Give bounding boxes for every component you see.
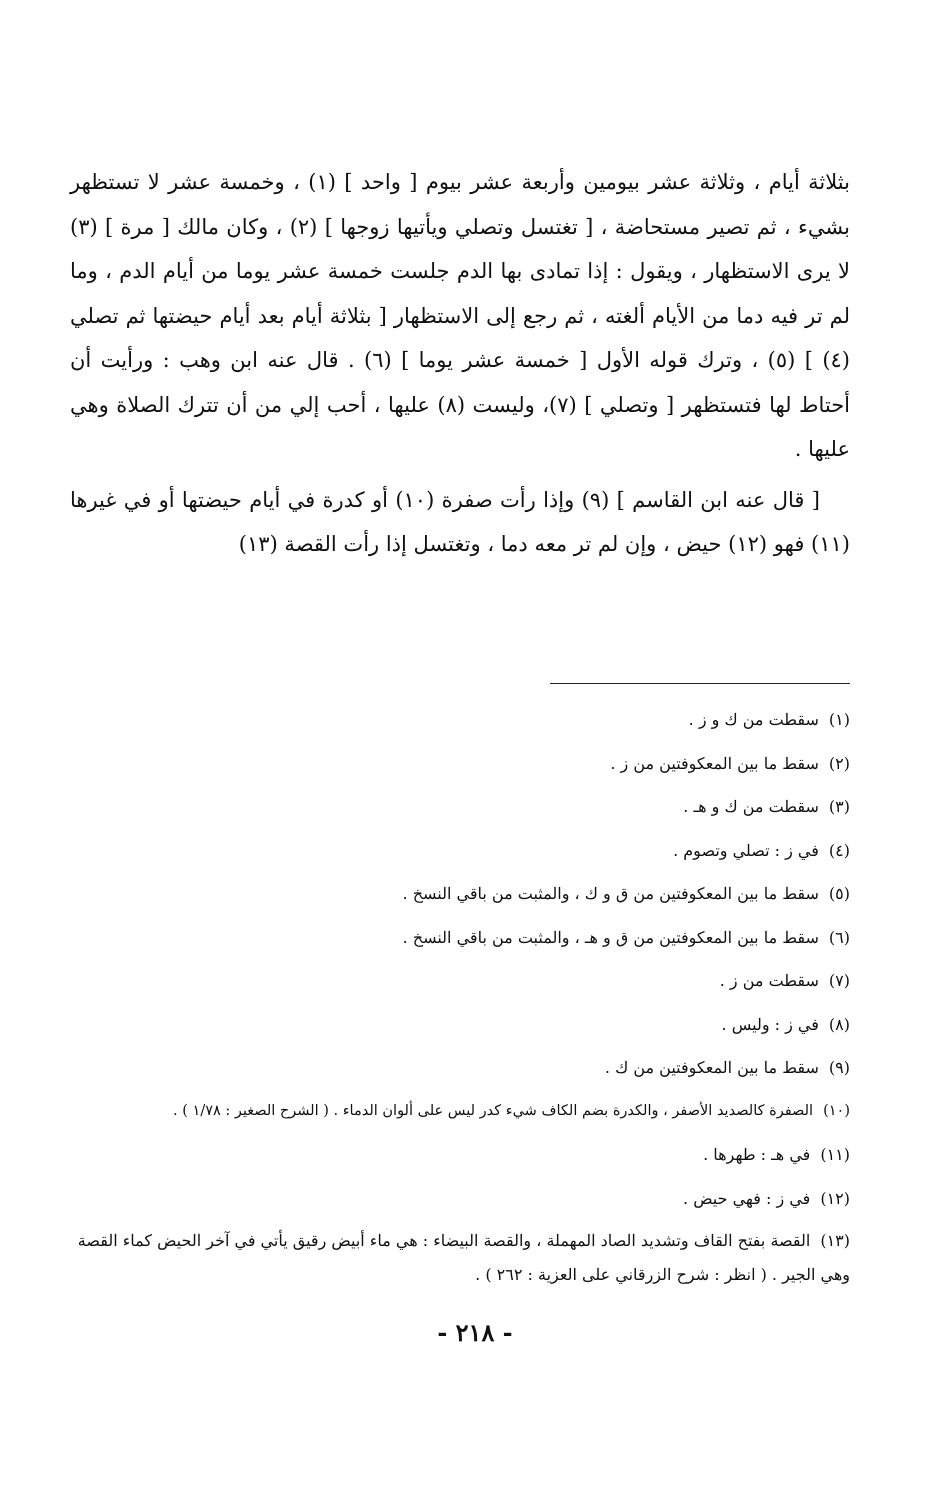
footnote-number: (١٢)	[820, 1188, 850, 1208]
footnote-number: (٧)	[828, 971, 850, 990]
page-number: - ٢١٨ -	[437, 1318, 513, 1347]
footnote-number: (٤)	[828, 840, 850, 860]
footnote-number: (١١)	[820, 1145, 850, 1164]
paragraph-2: [ قال عنه ابن القاسم ] (٩) وإذا رأت صفرة (١٠) أو كدرة في أيام حيضتها أو في غيرها (١١) فهو (١٢) حيض ، وإن لم تر معه دما ، وتغتسل إذا رأت القصة (١٣)	[70, 487, 850, 556]
footnote-11	[70, 1133, 850, 1177]
footnote-text: سقطت من ك و ز .	[688, 710, 819, 729]
footnote-number: (٨)	[828, 1014, 850, 1034]
footnote-text: سقط ما بين المعكوفتين من ز .	[610, 753, 819, 773]
footnote-number: (١٠)	[823, 1102, 850, 1119]
footnote-1	[70, 698, 850, 742]
footnote-4	[70, 829, 850, 873]
footnote-8	[70, 1003, 850, 1047]
footnote-text: سقط ما بين المعكوفتين من ق و هـ ، والمثبت من باقي النسخ .	[402, 927, 819, 947]
footnote-6	[70, 916, 850, 960]
footnote-text: سقط ما بين المعكوفتين من ق و ك ، والمثبت من باقي النسخ .	[402, 884, 819, 903]
footnote-number: (١٣)	[820, 1231, 850, 1250]
footnote-10	[70, 1090, 850, 1134]
footnote-7	[70, 959, 850, 1003]
footnote-text: الصفرة كالصديد الأصفر ، والكدرة بضم الكاف شيء كدر ليس على ألوان الدماء . ( الشرح الصغير : ١/٧٨ ) .	[173, 1102, 814, 1119]
footnote-3	[70, 785, 850, 829]
footnote-text: في ز : تصلي وتصوم .	[673, 840, 819, 860]
footnote-text: في ز : فهي حيض .	[683, 1188, 811, 1208]
footnote-5	[70, 872, 850, 916]
paragraph-1: بثلاثة أيام ، وثلاثة عشر بيومين وأربعة عشر بيوم [ واحد ] (١) ، وخمسة عشر لا تستظهر بشيء ، ثم تصير مستحاضة ، [ تغتسل وتصلي ويأتيها زوجها ] (٢) ، وكان مالك [ مرة ] (٣) لا يرى الاستظهار ، ويقول : إذا تمادى بها الدم جلست خمسة عشر يوما من أيام الدم ، وما لم تر فيه دما من الأيام ألغته ، ثم رجع إلى الاستظهار [ بثلاثة أيام بعد أيام حيضتها ثم تصلي (٤) ] (٥) ، وترك قوله الأول [ خمسة عشر يوما ] (٦) . قال عنه ابن وهب : ورأيت أن أحتاط لها فتستظهر [ وتصلي ] (٧)، وليست (٨) عليها ، أحب إلي من أن تترك الصلاة وهي عليها .	[70, 170, 851, 461]
footnote-number: (١)	[828, 710, 850, 729]
footnote-text: القصة بفتح القاف وتشديد الصاد المهملة ، والقصة البيضاء : هي ماء أبيض رقيق يأتي في آخر الحيض كماء القصة وهي الجير . ( انظر : شرح الزرقاني على العزية : ٢٦٢ ) .	[77, 1231, 850, 1284]
footnote-number: (٩)	[828, 1058, 850, 1077]
footnote-number: (٦)	[828, 927, 850, 947]
footnotes-list	[70, 698, 850, 1292]
footnote-divider	[550, 683, 850, 684]
main-text	[70, 160, 850, 567]
footnote-text: سقط ما بين المعكوفتين من ك .	[604, 1058, 819, 1077]
footnote-text: سقطت من ز .	[719, 971, 819, 990]
footnote-number: (٣)	[828, 797, 850, 816]
footnote-9	[70, 1046, 850, 1090]
footnote-number: (٢)	[828, 753, 850, 773]
footnote-12	[70, 1177, 850, 1221]
footnote-text: سقطت من ك و هـ .	[683, 797, 819, 816]
footnote-text: في هـ : طهرها .	[703, 1145, 811, 1164]
footnote-13	[70, 1220, 850, 1292]
footnote-text: في ز : وليس .	[721, 1014, 819, 1034]
footnote-2	[70, 742, 850, 786]
footnote-number: (٥)	[828, 884, 850, 903]
